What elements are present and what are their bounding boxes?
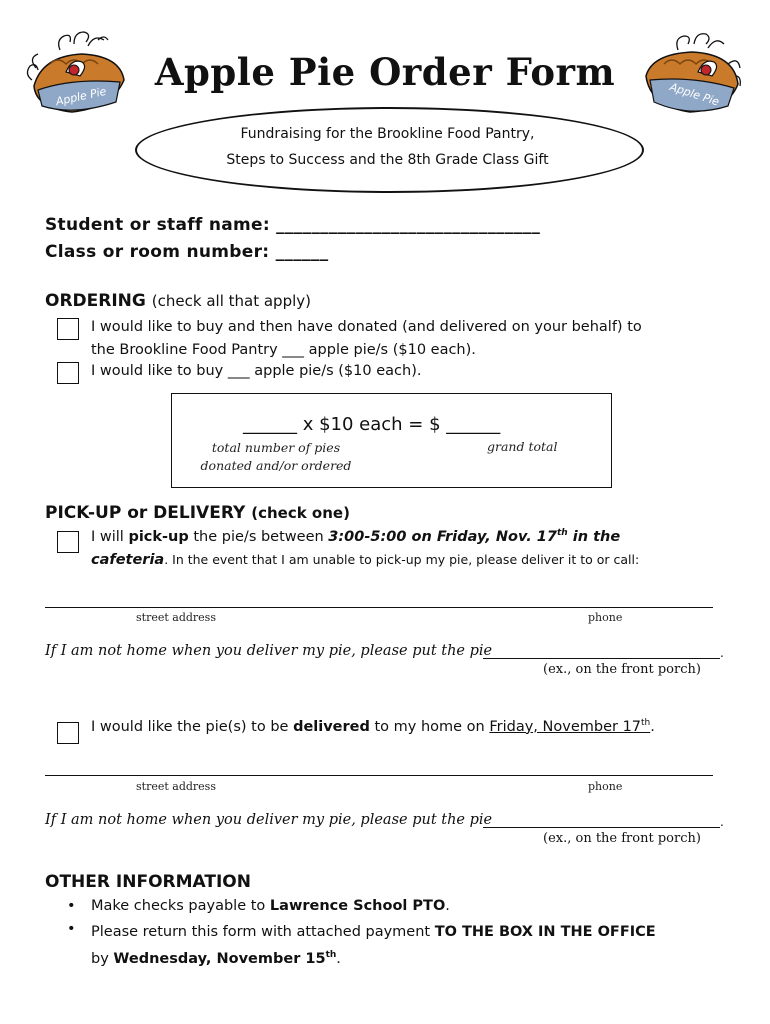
delivery-note-example: (ex., on the front porch) (543, 831, 701, 846)
bullet-return-form (91, 921, 731, 971)
ordering-heading (45, 291, 311, 311)
pickup-address-line[interactable] (45, 607, 713, 608)
delivery-phone-label: phone (588, 780, 623, 793)
pickup-checkbox[interactable] (57, 531, 79, 553)
bullet-dot-1: • (67, 898, 76, 914)
donate-option-line-2: the Brookline Food Pantry ___ apple pie/s ($10 each). (91, 342, 476, 358)
pickup-text-e: in the (567, 528, 621, 545)
pickup-option-line-2 (91, 552, 751, 568)
bullet-2-text-a: Please return this form with attached payment (91, 924, 435, 940)
delivery-text-e: . (650, 718, 655, 735)
total-pies-label-line-1: total number of pies (211, 440, 341, 455)
bullet-1-text-a: Make checks payable to (91, 898, 270, 914)
bullet-dot-2: • (67, 921, 76, 937)
pickup-text-a: I will (91, 528, 129, 545)
pickup-note-example: (ex., on the front porch) (543, 662, 701, 677)
bullet-2-text-c: by (91, 950, 114, 967)
donate-option-line-1: I would like to buy and then have donated (and delivered on your behalf) to (91, 319, 642, 335)
pickup-heading (45, 503, 350, 523)
page-title: Apple Pie Order Form (154, 50, 616, 94)
student-name-field[interactable]: Student or staff name: ______________________________ (45, 215, 541, 235)
bullet-1-payee: Lawrence School PTO (269, 898, 446, 914)
pickup-time-sup: th (556, 528, 568, 538)
buy-checkbox[interactable] (57, 362, 79, 384)
pie-label-left: Apple Pie (54, 84, 108, 109)
pickup-location: cafeteria (91, 552, 165, 568)
pickup-time: 3:00-5:00 on Friday, Nov. 17 (328, 528, 557, 545)
delivery-note: If I am not home when you deliver my pie, please put the pie (45, 812, 493, 828)
buy-option-text: I would like to buy ___ apple pie/s ($10 each). (91, 363, 422, 379)
pickup-street-label: street address (136, 611, 216, 624)
bullet-2-location: TO THE BOX IN THE OFFICE (434, 924, 656, 940)
total-calculation-line[interactable]: ______ x $10 each = $ ______ (243, 414, 501, 435)
grand-total-label: grand total (487, 439, 558, 454)
pickup-heading-note: (check one) (251, 504, 350, 522)
subtitle-line-1: Fundraising for the Brookline Food Pantry, (240, 126, 535, 142)
ordering-heading-note: (check all that apply) (151, 292, 311, 310)
total-pies-label (171, 439, 381, 475)
delivery-date-sup: th (641, 718, 651, 728)
pickup-phone-label: phone (588, 611, 623, 624)
room-number-field[interactable]: Class or room number: ______ (45, 242, 329, 262)
bullet-checks-payable (91, 898, 450, 914)
bullet-2-text-e: . (336, 950, 341, 967)
pickup-text-c: the pie/s between (188, 528, 329, 545)
pickup-text-bold: pick-up (128, 528, 189, 545)
delivery-note-line[interactable] (483, 827, 720, 828)
other-info-heading: OTHER INFORMATION (45, 872, 251, 892)
delivery-text-c: to my home on (369, 718, 490, 735)
pickup-text-g: . In the event that I am unable to pick-up my pie, please deliver it to or call: (164, 552, 640, 567)
delivery-street-label: street address (136, 780, 216, 793)
bullet-2-deadline-sup: th (325, 950, 337, 960)
bullet-1-text-c: . (445, 898, 450, 914)
donate-option-text (91, 316, 642, 362)
pickup-heading-text: PICK-UP or DELIVERY (45, 503, 246, 523)
ordering-heading-text: ORDERING (45, 291, 146, 311)
donate-checkbox[interactable] (57, 318, 79, 340)
delivery-address-line[interactable] (45, 775, 713, 776)
pickup-note-period: . (720, 646, 724, 660)
pickup-note: If I am not home when you deliver my pie, please put the pie (45, 643, 493, 659)
bullet-2-deadline: Wednesday, November 15 (113, 950, 326, 967)
subtitle (135, 121, 640, 173)
delivery-checkbox[interactable] (57, 722, 79, 744)
delivery-text-a: I would like the pie(s) to be (91, 718, 294, 735)
subtitle-line-2: Steps to Success and the 8th Grade Class Gift (226, 152, 549, 168)
delivery-text-bold: delivered (293, 718, 370, 735)
pickup-option-line-1 (91, 528, 751, 545)
total-pies-label-line-2: donated and/or ordered (200, 458, 352, 473)
pie-label-right: Apple Pie (668, 80, 721, 109)
pickup-note-line[interactable] (483, 658, 720, 659)
delivery-note-period: . (720, 815, 724, 829)
delivery-option-text (91, 718, 655, 735)
delivery-date: Friday, November 17 (489, 718, 642, 735)
